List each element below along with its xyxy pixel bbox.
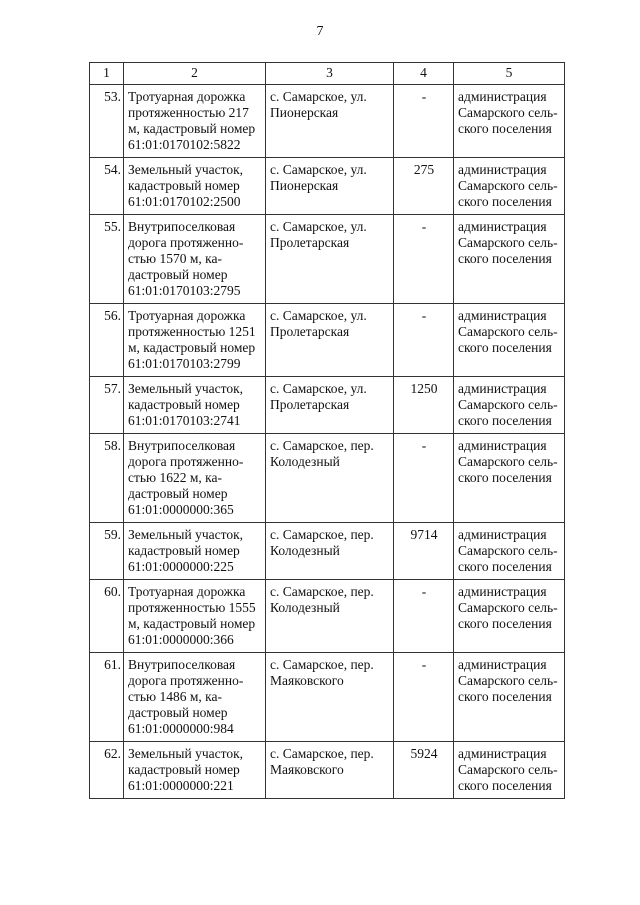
table-body <box>90 63 565 799</box>
table-row <box>90 85 565 158</box>
column-header-address: 3 <box>266 63 394 85</box>
object-address-cell: с. Самарское, пер. Колодезный <box>266 434 394 523</box>
row-number-cell: 59. <box>90 523 124 580</box>
page-number: 7 <box>316 24 324 39</box>
rights-holder-cell: администрация Самарского сель-ского поселения <box>454 523 565 580</box>
object-area-cell: 1250 <box>394 377 454 434</box>
object-name-cell: Земельный участок, кадастровый номер 61:01:0170103:2741 <box>124 377 266 434</box>
row-number-cell: 61. <box>90 653 124 742</box>
property-registry-table <box>89 62 565 799</box>
table-row <box>90 434 565 523</box>
column-header-name: 2 <box>124 63 266 85</box>
table-row <box>90 742 565 799</box>
object-name-cell: Внутрипоселковая дорога протяженно-стью 1486 м, ка-дастровый номер 61:01:0000000:984 <box>124 653 266 742</box>
rights-holder-cell: администрация Самарского сель-ского поселения <box>454 653 565 742</box>
object-area-cell: - <box>394 215 454 304</box>
table-row <box>90 377 565 434</box>
rights-holder-cell: администрация Самарского сель-ского поселения <box>454 742 565 799</box>
row-number-cell: 62. <box>90 742 124 799</box>
row-number-cell: 56. <box>90 304 124 377</box>
row-number-cell: 57. <box>90 377 124 434</box>
object-area-cell: - <box>394 653 454 742</box>
object-name-cell: Земельный участок, кадастровый номер 61:01:0000000:225 <box>124 523 266 580</box>
table-row <box>90 580 565 653</box>
object-address-cell: с. Самарское, пер. Колодезный <box>266 580 394 653</box>
object-name-cell: Внутрипоселковая дорога протяженно-стью 1622 м, ка-дастровый номер 61:01:0000000:365 <box>124 434 266 523</box>
rights-holder-cell: администрация Самарского сель-ского поселения <box>454 215 565 304</box>
object-name-cell: Тротуарная дорожка протяженностью 1555 м, кадастровый номер 61:01:0000000:366 <box>124 580 266 653</box>
object-address-cell: с. Самарское, ул. Пролетарская <box>266 215 394 304</box>
object-address-cell: с. Самарское, ул. Пионерская <box>266 85 394 158</box>
object-area-cell: - <box>394 580 454 653</box>
table-row <box>90 304 565 377</box>
object-area-cell: 5924 <box>394 742 454 799</box>
object-area-cell: - <box>394 434 454 523</box>
object-area-cell: - <box>394 304 454 377</box>
row-number-cell: 60. <box>90 580 124 653</box>
rights-holder-cell: администрация Самарского сель-ского поселения <box>454 580 565 653</box>
column-header-area: 4 <box>394 63 454 85</box>
row-number-cell: 55. <box>90 215 124 304</box>
table-header-row <box>90 63 565 85</box>
object-area-cell: 275 <box>394 158 454 215</box>
table-row <box>90 215 565 304</box>
object-address-cell: с. Самарское, пер. Маяковского <box>266 742 394 799</box>
object-address-cell: с. Самарское, пер. Колодезный <box>266 523 394 580</box>
table-row <box>90 653 565 742</box>
rights-holder-cell: администрация Самарского сель-ского поселения <box>454 85 565 158</box>
object-name-cell: Земельный участок, кадастровый номер 61:01:0000000:221 <box>124 742 266 799</box>
object-name-cell: Внутрипоселковая дорога протяженно-стью 1570 м, ка-дастровый номер 61:01:0170103:2795 <box>124 215 266 304</box>
object-name-cell: Тротуарная дорожка протяженностью 217 м, кадастровый номер 61:01:0170102:5822 <box>124 85 266 158</box>
object-area-cell: 9714 <box>394 523 454 580</box>
object-address-cell: с. Самарское, ул. Пролетарская <box>266 304 394 377</box>
object-address-cell: с. Самарское, ул. Пролетарская <box>266 377 394 434</box>
rights-holder-cell: администрация Самарского сель-ского поселения <box>454 377 565 434</box>
table-row <box>90 158 565 215</box>
rights-holder-cell: администрация Самарского сель-ского поселения <box>454 304 565 377</box>
object-area-cell: - <box>394 85 454 158</box>
row-number-cell: 58. <box>90 434 124 523</box>
rights-holder-cell: администрация Самарского сель-ского поселения <box>454 158 565 215</box>
object-name-cell: Тротуарная дорожка протяженностью 1251 м, кадастровый номер 61:01:0170103:2799 <box>124 304 266 377</box>
object-address-cell: с. Самарское, пер. Маяковского <box>266 653 394 742</box>
object-address-cell: с. Самарское, ул. Пионерская <box>266 158 394 215</box>
row-number-cell: 53. <box>90 85 124 158</box>
row-number-cell: 54. <box>90 158 124 215</box>
object-name-cell: Земельный участок, кадастровый номер 61:01:0170102:2500 <box>124 158 266 215</box>
column-header-number: 1 <box>90 63 124 85</box>
table-row <box>90 523 565 580</box>
column-header-holder: 5 <box>454 63 565 85</box>
rights-holder-cell: администрация Самарского сель-ского поселения <box>454 434 565 523</box>
